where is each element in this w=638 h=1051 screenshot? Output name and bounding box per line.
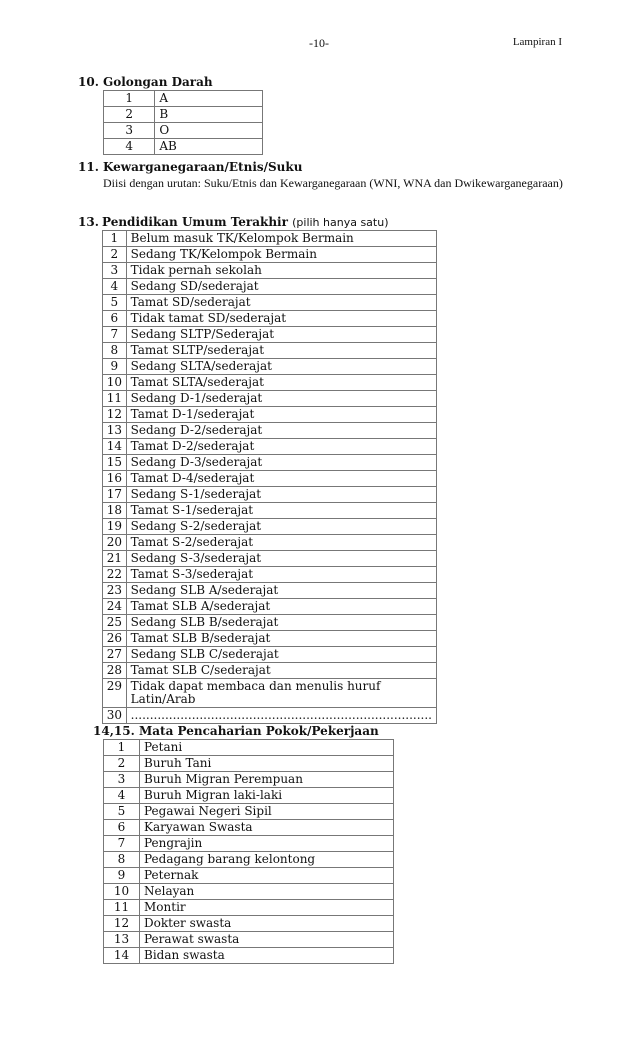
table-row [104, 772, 394, 788]
row-label: Perawat swasta [140, 932, 394, 948]
row-label: Tidak pernah sekolah [126, 263, 436, 279]
table-row [103, 615, 437, 631]
row-number: 6 [103, 311, 127, 327]
page-number: -10- [309, 36, 329, 50]
row-number: 1 [104, 740, 140, 756]
section-number: 11. [78, 160, 99, 174]
row-label: Petani [140, 740, 394, 756]
row-label: Sedang SLB A/sederajat [126, 583, 436, 599]
row-number: 17 [103, 487, 127, 503]
row-label: Karyawan Swasta [140, 820, 394, 836]
section-title: Golongan Darah [103, 75, 213, 89]
row-number: 9 [104, 868, 140, 884]
table-row [104, 916, 394, 932]
table-row [103, 295, 437, 311]
row-number: 9 [103, 359, 127, 375]
row-number: 10 [104, 884, 140, 900]
table-row [103, 519, 437, 535]
table-row [104, 836, 394, 852]
row-label: Sedang SLTA/sederajat [126, 359, 436, 375]
table-row [103, 359, 437, 375]
row-label: ............................................................................... [126, 708, 436, 724]
row-number: 2 [104, 756, 140, 772]
row-number: 6 [104, 820, 140, 836]
table-row [103, 279, 437, 295]
row-label: Buruh Migran laki-laki [140, 788, 394, 804]
row-label: AB [155, 139, 263, 155]
row-number: 1 [104, 91, 155, 107]
row-number: 14 [103, 439, 127, 455]
table-row [104, 107, 263, 123]
row-number: 26 [103, 631, 127, 647]
section-number: 14,15. [93, 724, 135, 738]
row-number: 21 [103, 551, 127, 567]
section-heading [78, 160, 564, 175]
table-row [103, 247, 437, 263]
row-number: 5 [104, 804, 140, 820]
table-row [103, 567, 437, 583]
row-label: Nelayan [140, 884, 394, 900]
table-row [104, 932, 394, 948]
section-title: Kewarganegaraan/Etnis/Suku [103, 160, 303, 174]
table-row [104, 948, 394, 964]
table-row [103, 503, 437, 519]
row-label: Montir [140, 900, 394, 916]
row-number: 2 [103, 247, 127, 263]
section-heading [93, 724, 394, 739]
row-label: Tamat SLTA/sederajat [126, 375, 436, 391]
table-row [103, 551, 437, 567]
row-number: 19 [103, 519, 127, 535]
row-label: B [155, 107, 263, 123]
row-label: Tamat SD/sederajat [126, 295, 436, 311]
table-row [103, 631, 437, 647]
row-number: 1 [103, 231, 127, 247]
row-number: 8 [103, 343, 127, 359]
table-row [103, 375, 437, 391]
table-row [103, 391, 437, 407]
table-row [104, 868, 394, 884]
row-number: 25 [103, 615, 127, 631]
table-row [104, 740, 394, 756]
row-label: Tamat SLB C/sederajat [126, 663, 436, 679]
table-row [103, 263, 437, 279]
table-row [103, 455, 437, 471]
table-row [103, 679, 437, 708]
row-number: 13 [104, 932, 140, 948]
section-number: 13. [78, 215, 99, 229]
row-number: 12 [103, 407, 127, 423]
row-label: Sedang S-1/sederajat [126, 487, 436, 503]
row-label: Pedagang barang kelontong [140, 852, 394, 868]
row-label: Sedang S-2/sederajat [126, 519, 436, 535]
row-number: 7 [104, 836, 140, 852]
table-row [104, 900, 394, 916]
section-pendidikan [78, 215, 437, 724]
table-row [104, 884, 394, 900]
education-table [102, 230, 437, 724]
row-label: Tidak dapat membaca dan menulis huruf Latin/Arab [126, 679, 436, 708]
table-row [103, 343, 437, 359]
row-label: Tamat S-2/sederajat [126, 535, 436, 551]
row-label: Belum masuk TK/Kelompok Bermain [126, 231, 436, 247]
row-number: 24 [103, 599, 127, 615]
section-title: Mata Pencaharian Pokok/Pekerjaan [139, 724, 379, 738]
row-label: O [155, 123, 263, 139]
table-row [104, 139, 263, 155]
table-row [103, 311, 437, 327]
row-number: 4 [104, 788, 140, 804]
row-number: 18 [103, 503, 127, 519]
section-kewarganegaraan [78, 160, 564, 192]
row-number: 4 [104, 139, 155, 155]
row-label: Tamat SLTP/sederajat [126, 343, 436, 359]
row-number: 14 [104, 948, 140, 964]
table-row [103, 487, 437, 503]
section-mata-pencaharian [93, 724, 394, 964]
table-row [104, 852, 394, 868]
row-number: 4 [103, 279, 127, 295]
table-row [103, 647, 437, 663]
row-number: 29 [103, 679, 127, 708]
row-number: 3 [104, 772, 140, 788]
row-label: Tamat D-4/sederajat [126, 471, 436, 487]
row-number: 10 [103, 375, 127, 391]
row-number: 20 [103, 535, 127, 551]
table-row [104, 123, 263, 139]
blood-type-table [103, 90, 263, 155]
row-number: 2 [104, 107, 155, 123]
row-label: Tamat D-2/sederajat [126, 439, 436, 455]
row-label: Sedang SD/sederajat [126, 279, 436, 295]
row-number: 7 [103, 327, 127, 343]
table-row [103, 407, 437, 423]
row-label: Pegawai Negeri Sipil [140, 804, 394, 820]
table-row [103, 231, 437, 247]
attachment-label: Lampiran I [512, 36, 562, 48]
row-number: 12 [104, 916, 140, 932]
row-number: 27 [103, 647, 127, 663]
row-label: Sedang SLTP/Sederajat [126, 327, 436, 343]
section-golongan-darah [78, 75, 263, 155]
table-row [103, 423, 437, 439]
row-number: 5 [103, 295, 127, 311]
row-number: 22 [103, 567, 127, 583]
table-row [104, 804, 394, 820]
row-number: 3 [103, 263, 127, 279]
table-row [104, 91, 263, 107]
row-label: Bidan swasta [140, 948, 394, 964]
row-label: Sedang S-3/sederajat [126, 551, 436, 567]
table-row [103, 439, 437, 455]
row-number: 28 [103, 663, 127, 679]
section-description: Diisi dengan urutan: Suku/Etnis dan Kewarganegaraan (WNI, WNA dan Dwikewarganegaraan) [103, 176, 563, 190]
row-label: Sedang D-1/sederajat [126, 391, 436, 407]
row-label: Sedang D-3/sederajat [126, 455, 436, 471]
table-row [104, 820, 394, 836]
row-number: 16 [103, 471, 127, 487]
row-number: 3 [104, 123, 155, 139]
table-row [103, 327, 437, 343]
row-number: 30 [103, 708, 127, 724]
section-number: 10. [78, 75, 99, 89]
row-label: Tamat SLB B/sederajat [126, 631, 436, 647]
section-heading [78, 75, 263, 90]
section-note: (pilih hanya satu) [292, 216, 389, 229]
row-number: 15 [103, 455, 127, 471]
row-label: Tamat S-3/sederajat [126, 567, 436, 583]
table-row [103, 708, 437, 724]
row-label: Buruh Migran Perempuan [140, 772, 394, 788]
row-label: Buruh Tani [140, 756, 394, 772]
row-label: Sedang SLB C/sederajat [126, 647, 436, 663]
section-title: Pendidikan Umum Terakhir [102, 215, 288, 229]
row-label: Peternak [140, 868, 394, 884]
row-label: Pengrajin [140, 836, 394, 852]
table-row [104, 788, 394, 804]
row-label: Tamat S-1/sederajat [126, 503, 436, 519]
row-number: 8 [104, 852, 140, 868]
table-row [103, 599, 437, 615]
table-row [103, 663, 437, 679]
table-row [103, 583, 437, 599]
table-row [103, 535, 437, 551]
row-number: 23 [103, 583, 127, 599]
row-label: Tidak tamat SD/sederajat [126, 311, 436, 327]
row-number: 11 [103, 391, 127, 407]
row-label: Sedang SLB B/sederajat [126, 615, 436, 631]
row-number: 13 [103, 423, 127, 439]
row-number: 11 [104, 900, 140, 916]
table-row [104, 756, 394, 772]
row-label: Tamat SLB A/sederajat [126, 599, 436, 615]
row-label: Sedang D-2/sederajat [126, 423, 436, 439]
row-label: Tamat D-1/sederajat [126, 407, 436, 423]
row-label: Dokter swasta [140, 916, 394, 932]
section-heading [78, 215, 437, 230]
table-row [103, 471, 437, 487]
occupation-table [103, 739, 394, 964]
row-label: Sedang TK/Kelompok Bermain [126, 247, 436, 263]
row-label: A [155, 91, 263, 107]
